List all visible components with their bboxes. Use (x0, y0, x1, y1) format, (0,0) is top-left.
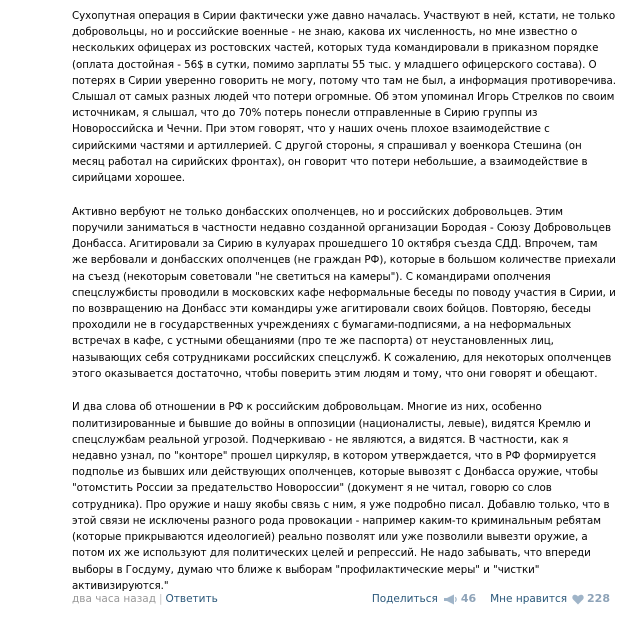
like-count: 228 (587, 592, 610, 605)
post-timestamp[interactable]: два часа назад (72, 593, 156, 605)
megaphone-icon (443, 594, 458, 605)
post-footer (72, 588, 610, 610)
post-paragraph-2: Активно вербуют не только донбасских ополченцев, но и российских добровольцев. Этим поручили заниматься в частности недавно созданной организации Бородая - Союзу Добровольцев Донбасса. Агитировали за Сирию в кулуарах прошедшего 10 октября съезда СДД. Впрочем, там же вербовали и донбасских ополченцев (не граждан РФ), которые в большом количестве приехали на съезд (некоторым советовали "не светиться на камеры"). С командирами ополчения спецслужбисты проводили в московских кафе неформальные беседы по поводу участия в Сирии, и по возвращению на Донбасс эти командиры уже агитировали своих бойцов. Повторяю, беседы проходили не в государственных учреждениях с бумагами-подписями, а на неформальных встречах в кафе, с устными обещаниями (про те же паспорта) от неустановленных лиц, называющих себя сотрудниками российских спецслужб. К сожалению, для некоторых ополченцев этого оказывается достаточно, чтобы поверить этим людям и тому, что они говорят и обещают. (72, 205, 616, 380)
like-label: Мне нравится (490, 593, 568, 605)
post-actions (372, 588, 610, 610)
reply-link[interactable]: Ответить (165, 593, 218, 605)
post-meta (72, 588, 218, 610)
like-button[interactable] (490, 588, 610, 610)
post-paragraph-3: И два слова об отношении в РФ к российским добровольцам. Многие из них, особенно политизированные и бывшие до войны в оппозиции (националисты, левые), видятся Кремлю и спецслужбам реальной угрозой. Подчеркиваю - не являются, а видятся. В частности, как я недавно узнал, по "конторе" прошел циркуляр, в котором утверждается, что в РФ формируется подполье из бывших или действующих ополченцев, которые вывозят с Донбасса оружие, чтобы "отомстить России за предательство Новороссии" (документ я не читал, говорю со слов сотрудника). Про оружие и нашу якобы связь с ним, я уже подробно писал. Добавлю только, что в этой связи не исключены разного рода провокации - например каким-то криминальным ребятам (которые прикрываются идеологией) реально позволят или уже позволили вывезти оружие, а потом их же используют для политических целей и репрессий. Не надо забывать, что впереди выборы в Госдуму, думаю что ближе к выборам "профилактические меры" и "чистки" активизируются." (72, 401, 610, 592)
heart-icon (572, 594, 584, 605)
post-paragraph-1: Сухопутная операция в Сирии фактически уже давно началась. Участвуют в ней, кстати, не только добровольцы, но и российские военные - не знаю, какова их численность, но мне известно о нескольких офицерах из ростовских частей, которых туда командировали в приказном порядке (оплата достойная - 56$ в сутки, помимо зарплаты 55 тыс. у младшего офицерского состава). О потерях в Сирии уверенно говорить не могу, потому что там не был, а информация противоречива. Слышал от самых разных людей что потери огромные. Об этом упоминал Игорь Стрелков по своим источникам, я слышал, что до 70% потерь понесли отправленные в Сирию группы из Новороссийска и Чечни. При этом говорят, что у наших очень плохое взаимодействие с сирийскими частями и артиллерией. С другой стороны, я спрашивал у военкора Стешина (он месяц работал на сирийских фронтах), он говорит что потери небольшие, а взаимодействие в сирийцами хорошее. (72, 10, 616, 185)
share-button[interactable] (372, 588, 476, 610)
post-text (72, 8, 616, 594)
share-label: Поделиться (371, 593, 438, 605)
share-count: 46 (460, 592, 477, 605)
meta-separator: | (158, 593, 163, 605)
